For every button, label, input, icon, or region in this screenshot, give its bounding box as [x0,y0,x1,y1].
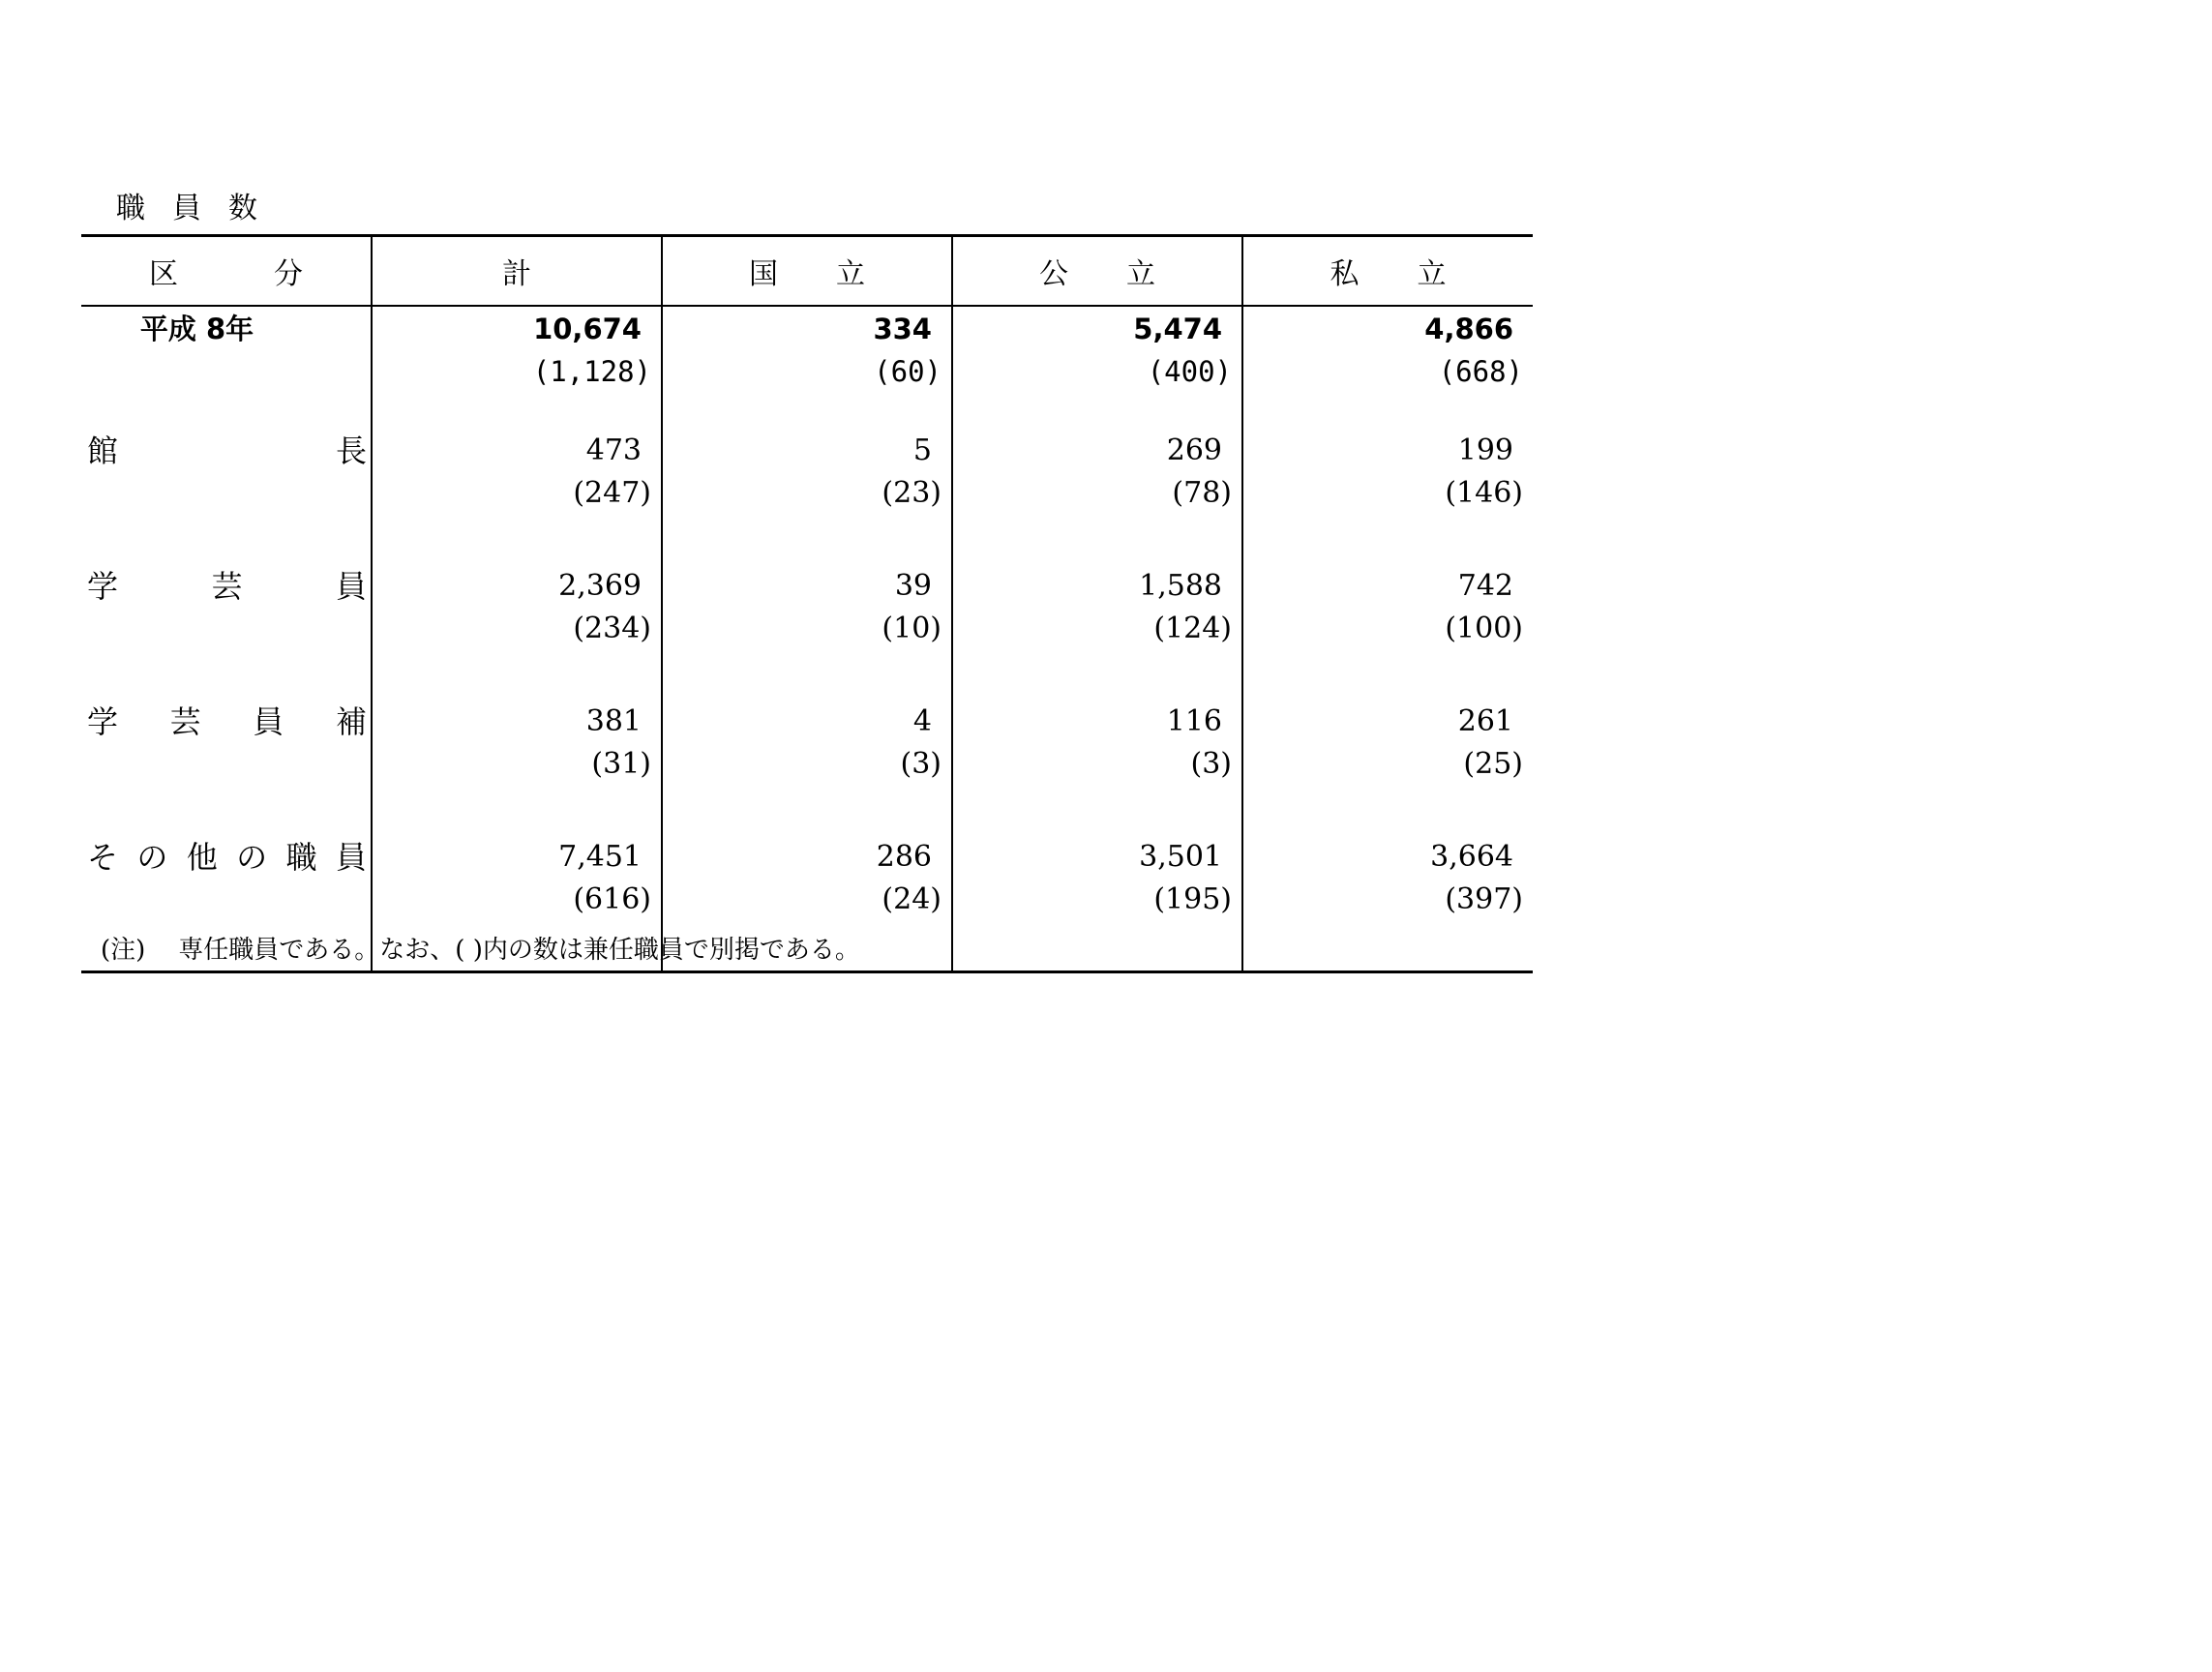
value-cell [1242,700,1533,835]
header-national-char: 立 [836,257,865,291]
row-label-cell [81,564,372,700]
row-label [81,564,371,605]
header-private-char: 私 [1330,257,1360,291]
fulltime-count: 381 [585,704,642,738]
parttime-count: (23) [882,476,942,510]
value-cell [1242,835,1533,972]
row-label: 平成 8年 [139,313,254,345]
fulltime-count: 7,451 [558,840,642,874]
fulltime-count: 3,501 [1139,840,1222,874]
parttime-count: (25) [1463,747,1523,781]
value-cell [952,700,1242,835]
header-category-char: 区 [149,257,178,291]
header-category-char: 分 [274,257,303,291]
row-label-char: の [236,839,268,876]
row-label-char: 館 [87,433,119,469]
row-label-char: 芸 [211,568,243,605]
header-national-char: 国 [749,257,778,291]
fulltime-count: 334 [873,313,932,345]
parttime-count: (1,128) [532,355,651,388]
fulltime-count: 742 [1457,569,1513,603]
value-cell [372,700,662,835]
parttime-count: (146) [1445,476,1523,510]
value-cell [1242,306,1533,429]
header-national [662,236,952,307]
parttime-count: (124) [1153,612,1232,645]
header-total: 計 [372,236,662,307]
parttime-count: (60) [874,355,942,388]
header-public-char: 立 [1126,257,1155,291]
row-label-cell [81,306,372,429]
parttime-count: (397) [1445,882,1523,916]
value-cell [952,835,1242,972]
header-category [81,236,372,307]
header-private [1242,236,1533,307]
parttime-count: (247) [573,476,651,510]
fulltime-count: 5,474 [1133,313,1222,345]
value-cell [662,700,952,835]
staff-count-table [81,234,1533,973]
row-label-char: そ [87,839,119,876]
row-label-char: 学 [87,703,119,740]
fulltime-count: 39 [894,569,932,603]
fulltime-count: 269 [1166,433,1222,467]
table-header-row [81,236,1533,307]
fulltime-count: 1,588 [1139,569,1222,603]
row-label-char: 職 [285,839,317,876]
parttime-count: (10) [882,612,942,645]
value-cell [372,306,662,429]
footnote-text: 専任職員である。なお、( )内の数は兼任職員で別掲である。 [178,936,860,965]
parttime-count: (24) [882,882,942,916]
row-label-char: の [136,839,168,876]
parttime-count: (400) [1147,355,1232,388]
value-cell [952,306,1242,429]
value-cell [372,429,662,564]
fulltime-count: 2,369 [558,569,642,603]
row-label-cell [81,429,372,564]
fulltime-count: 261 [1457,704,1513,738]
footnote [101,935,860,966]
row-label-char: 員 [335,568,367,605]
parttime-count: (616) [573,882,651,916]
page-title: 職員数 [116,192,284,225]
header-private-char: 立 [1417,257,1447,291]
parttime-count: (3) [900,747,942,781]
value-cell [1242,429,1533,564]
row-label [81,835,371,876]
parttime-count: (78) [1172,476,1232,510]
header-public-char: 公 [1039,257,1068,291]
table-row [81,564,1533,700]
value-cell [1242,564,1533,700]
value-cell [372,564,662,700]
fulltime-count: 286 [876,840,932,874]
header-public [952,236,1242,307]
value-cell [662,429,952,564]
fulltime-count: 3,664 [1430,840,1513,874]
value-cell [952,564,1242,700]
value-cell [662,306,952,429]
table-row [81,700,1533,835]
row-label-char: 補 [335,703,367,740]
table-row [81,306,1533,429]
row-label-char: 員 [253,703,284,740]
row-label-char: 他 [186,839,218,876]
value-cell [662,564,952,700]
row-label-cell [81,700,372,835]
parttime-count: (668) [1438,355,1523,388]
fulltime-count: 4,866 [1424,313,1513,345]
table-row [81,429,1533,564]
row-label-char: 員 [335,839,367,876]
parttime-count: (3) [1190,747,1232,781]
row-label [81,429,371,469]
row-label-char: 長 [335,433,367,469]
value-cell [952,429,1242,564]
parttime-count: (195) [1153,882,1232,916]
footnote-lead: (注) [101,936,146,965]
fulltime-count: 10,674 [533,313,642,345]
fulltime-count: 4 [912,704,932,738]
fulltime-count: 5 [912,433,932,467]
parttime-count: (100) [1445,612,1523,645]
parttime-count: (31) [591,747,651,781]
parttime-count: (234) [573,612,651,645]
fulltime-count: 473 [585,433,642,467]
row-label [81,700,371,740]
row-label-char: 学 [87,568,119,605]
row-label-char: 芸 [169,703,201,740]
fulltime-count: 116 [1166,704,1222,738]
fulltime-count: 199 [1457,433,1513,467]
